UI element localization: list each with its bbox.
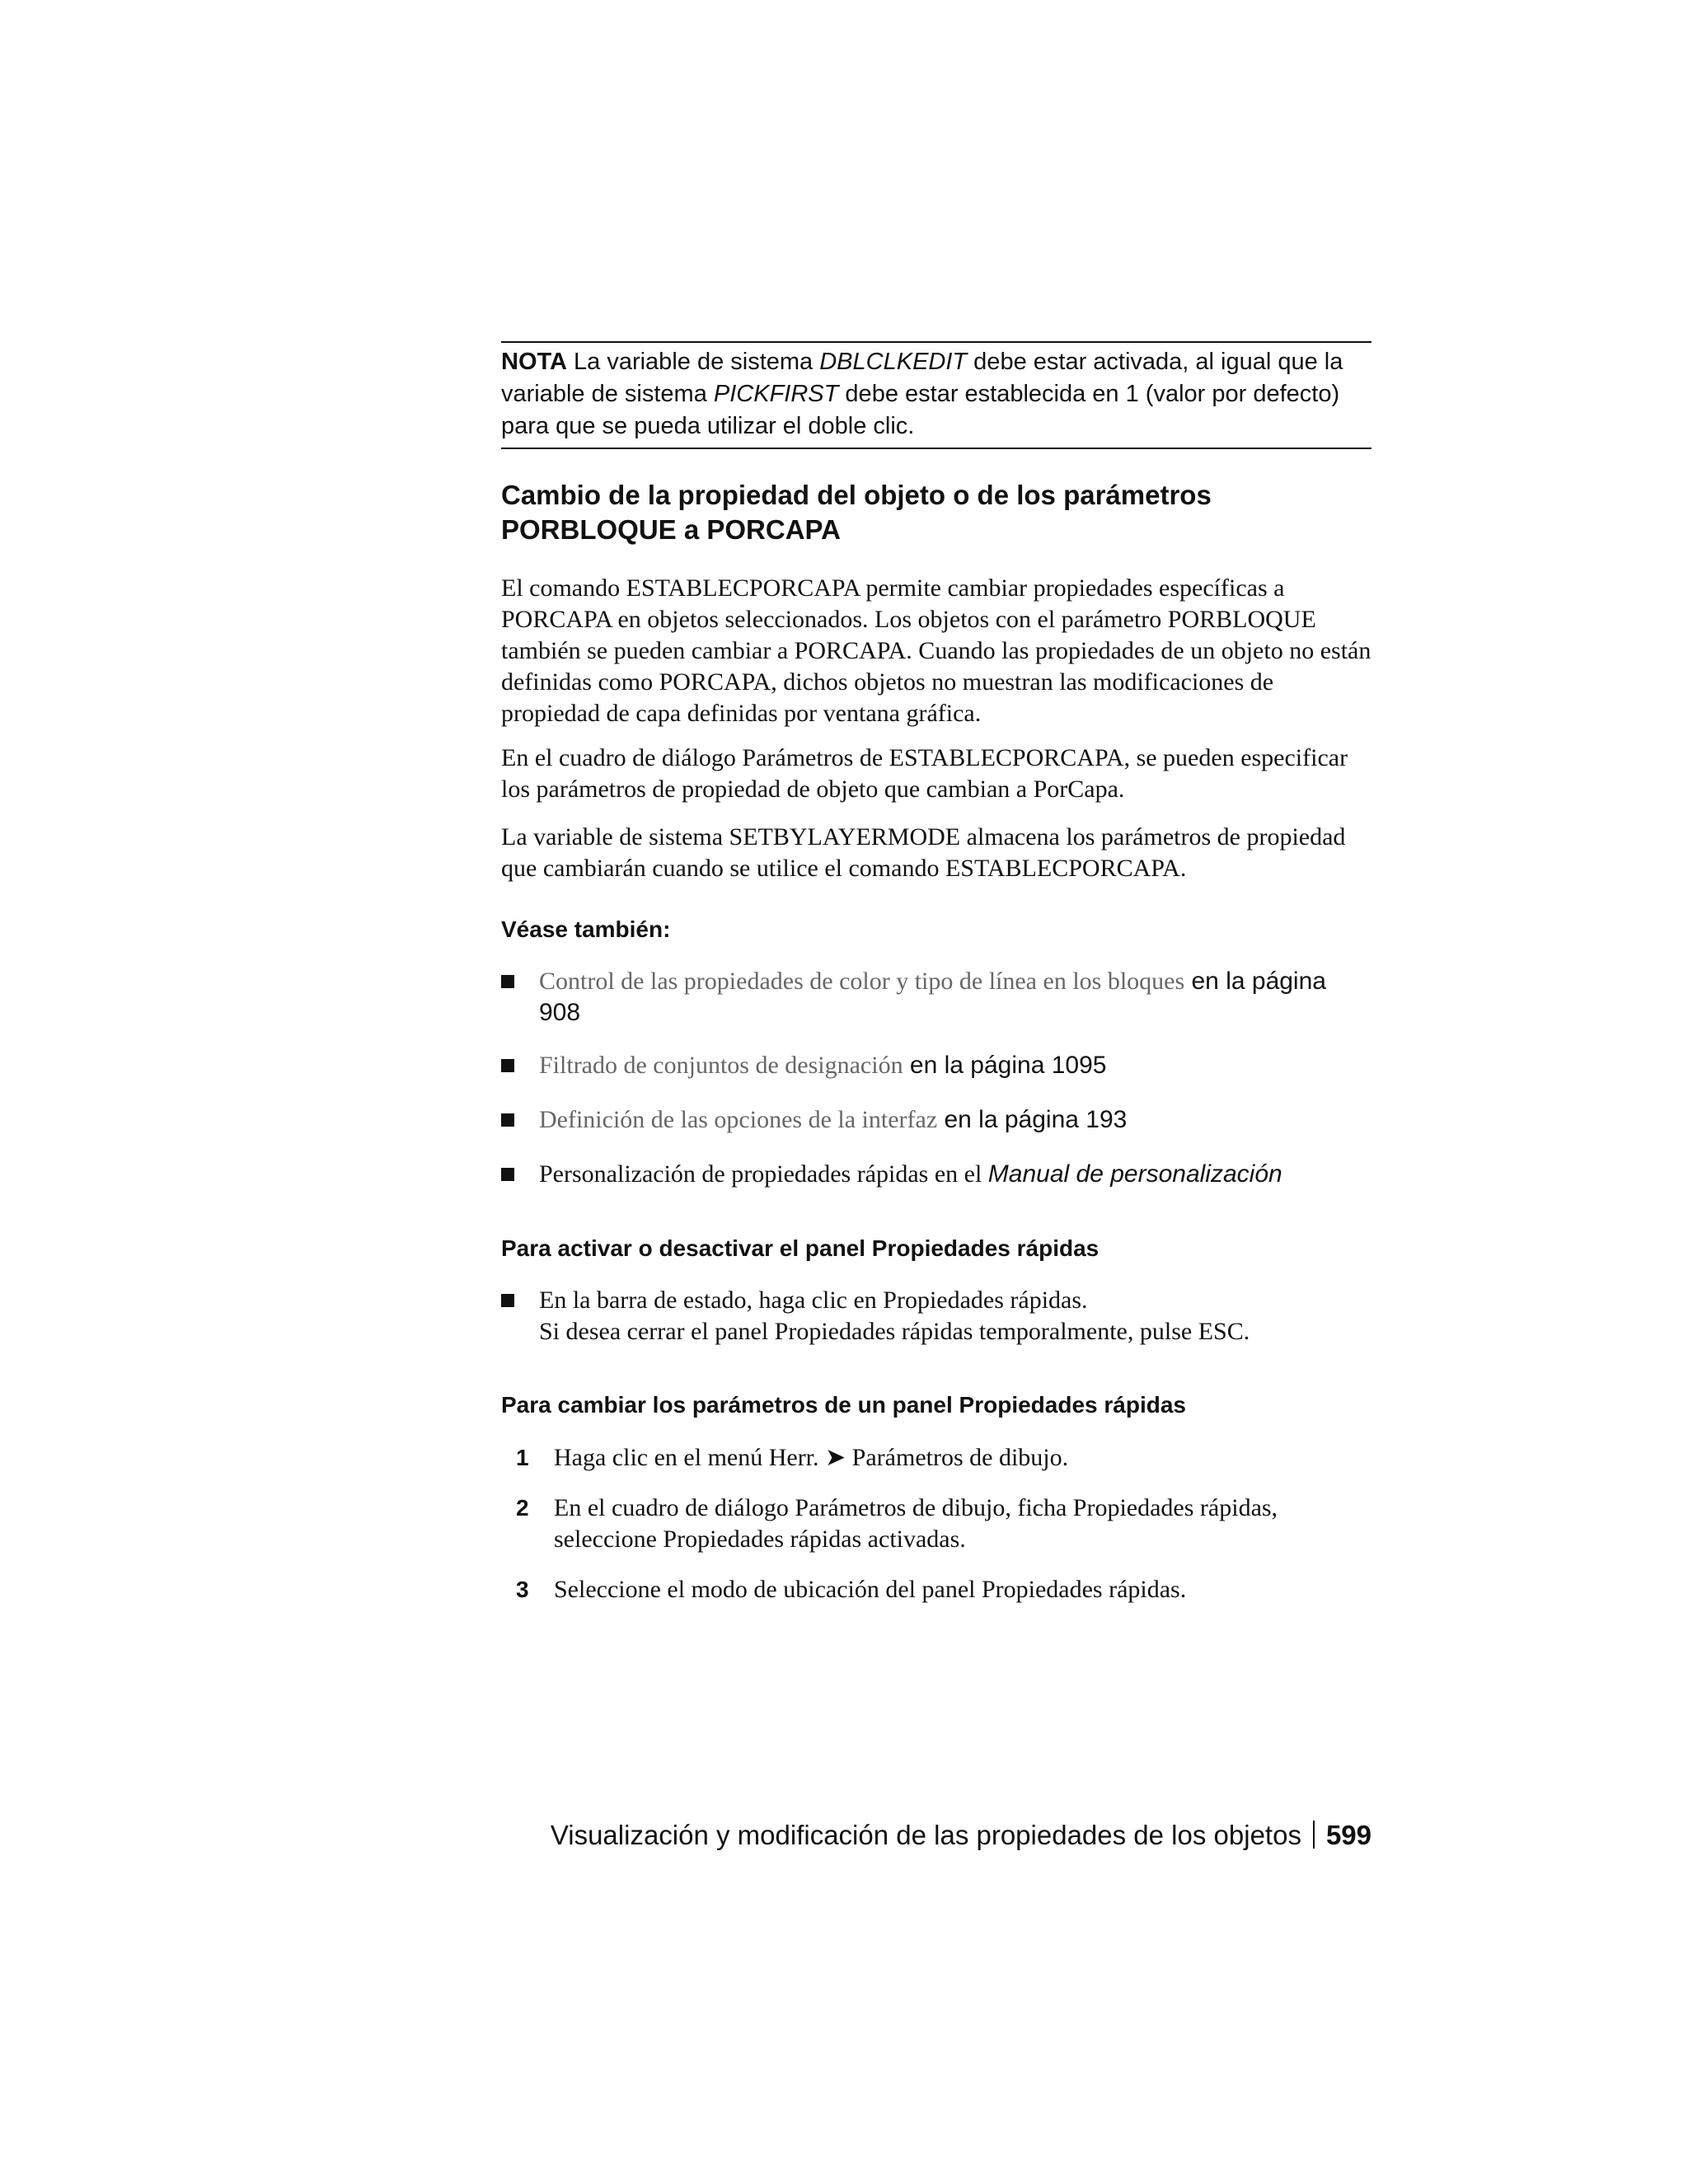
bullet-square-icon xyxy=(501,1113,514,1127)
note-text-1: La variable de sistema xyxy=(574,349,820,375)
see-also-page-ref: en la página 193 xyxy=(937,1106,1128,1133)
see-also-link-color-linetype[interactable]: Control de las propiedades de color y tipo de línea en los bloques xyxy=(539,968,1185,995)
bullet-square-icon xyxy=(501,975,514,988)
note-var-dblclkedit: DBLCLKEDIT xyxy=(819,349,968,375)
page-number: 599 xyxy=(1325,1820,1372,1850)
section-title: Cambio de la propiedad del objeto o de los parámetros PORBLOQUE a PORCAPA xyxy=(501,480,1212,545)
customization-manual-title: Manual de personalización xyxy=(987,1160,1282,1188)
bullet-square-icon xyxy=(501,1059,514,1072)
bullet-square-icon xyxy=(501,1168,514,1181)
step-number: 3 xyxy=(516,1577,529,1602)
step-number: 1 xyxy=(516,1445,529,1470)
body-paragraph-2: En el cuadro de diálogo Parámetros de ESTABLECPORCAPA, se pueden especificar los parámetros de propiedad de objeto que cambian a PorCapa. xyxy=(501,744,1348,803)
step-number: 2 xyxy=(516,1495,529,1521)
page-footer xyxy=(501,1817,1372,1854)
see-also-link-selection-filter[interactable]: Filtrado de conjuntos de designación xyxy=(539,1052,903,1079)
note-label: NOTA xyxy=(501,349,568,375)
step-text-cont: Parámetros de dibujo. xyxy=(846,1444,1069,1471)
note-text-2: debe estar activada, al igual que la variable de sistema xyxy=(501,349,1343,407)
note-bottom-rule xyxy=(501,448,1372,449)
toggle-panel-instruction: En la barra de estado, haga clic en Propiedades rápidas. xyxy=(539,1286,1088,1314)
change-params-heading: Para cambiar los parámetros de un panel Propiedades rápidas xyxy=(501,1392,1186,1418)
step-text: En el cuadro de diálogo Parámetros de dibujo, ficha Propiedades rápidas, seleccione Propiedades rápidas activadas. xyxy=(554,1494,1278,1553)
note-var-pickfirst: PICKFIRST xyxy=(713,381,839,407)
step-text: Seleccione el modo de ubicación del panel Propiedades rápidas. xyxy=(554,1576,1187,1603)
menu-arrow-icon: ➤ xyxy=(825,1444,846,1471)
toggle-panel-close-hint: Si desea cerrar el panel Propiedades rápidas temporalmente, pulse ESC. xyxy=(539,1318,1250,1345)
see-also-text: Personalización de propiedades rápidas en el xyxy=(539,1160,988,1188)
see-also-page-ref: en la página 1095 xyxy=(903,1052,1107,1079)
body-paragraph-3: La variable de sistema SETBYLAYERMODE almacena los parámetros de propiedad que cambiarán cuando se utilice el comando ESTABLECPORCAPA. xyxy=(501,823,1346,882)
see-also-page-ref: en la página 908 xyxy=(539,968,1326,1026)
step-text: Haga clic en el menú Herr. xyxy=(554,1444,826,1471)
bullet-square-icon xyxy=(501,1294,514,1307)
note-top-rule xyxy=(501,341,1372,343)
footer-chapter-title: Visualización y modificación de las propiedades de los objetos xyxy=(550,1820,1301,1850)
see-also-heading: Véase también: xyxy=(501,916,671,942)
note-block xyxy=(501,346,1372,443)
see-also-link-interface-options[interactable]: Definición de las opciones de la interfaz xyxy=(539,1106,938,1133)
note-text-3: debe estar establecida en 1 (valor por defecto) para que se pueda utilizar el doble clic. xyxy=(501,381,1340,439)
body-paragraph-1: El comando ESTABLECPORCAPA permite cambiar propiedades específicas a PORCAPA en objetos seleccionados. Los objetos con el parámetro PORBLOQUE también se pueden cambiar a PORCAPA. Cuando las propiedades de un objeto no están definidas como PORCAPA, dichos objetos no muestran las modificaciones de propiedad de capa definidas por ventana gráfica. xyxy=(501,574,1372,727)
footer-separator xyxy=(1313,1821,1315,1849)
toggle-panel-heading: Para activar o desactivar el panel Propiedades rápidas xyxy=(501,1235,1100,1261)
